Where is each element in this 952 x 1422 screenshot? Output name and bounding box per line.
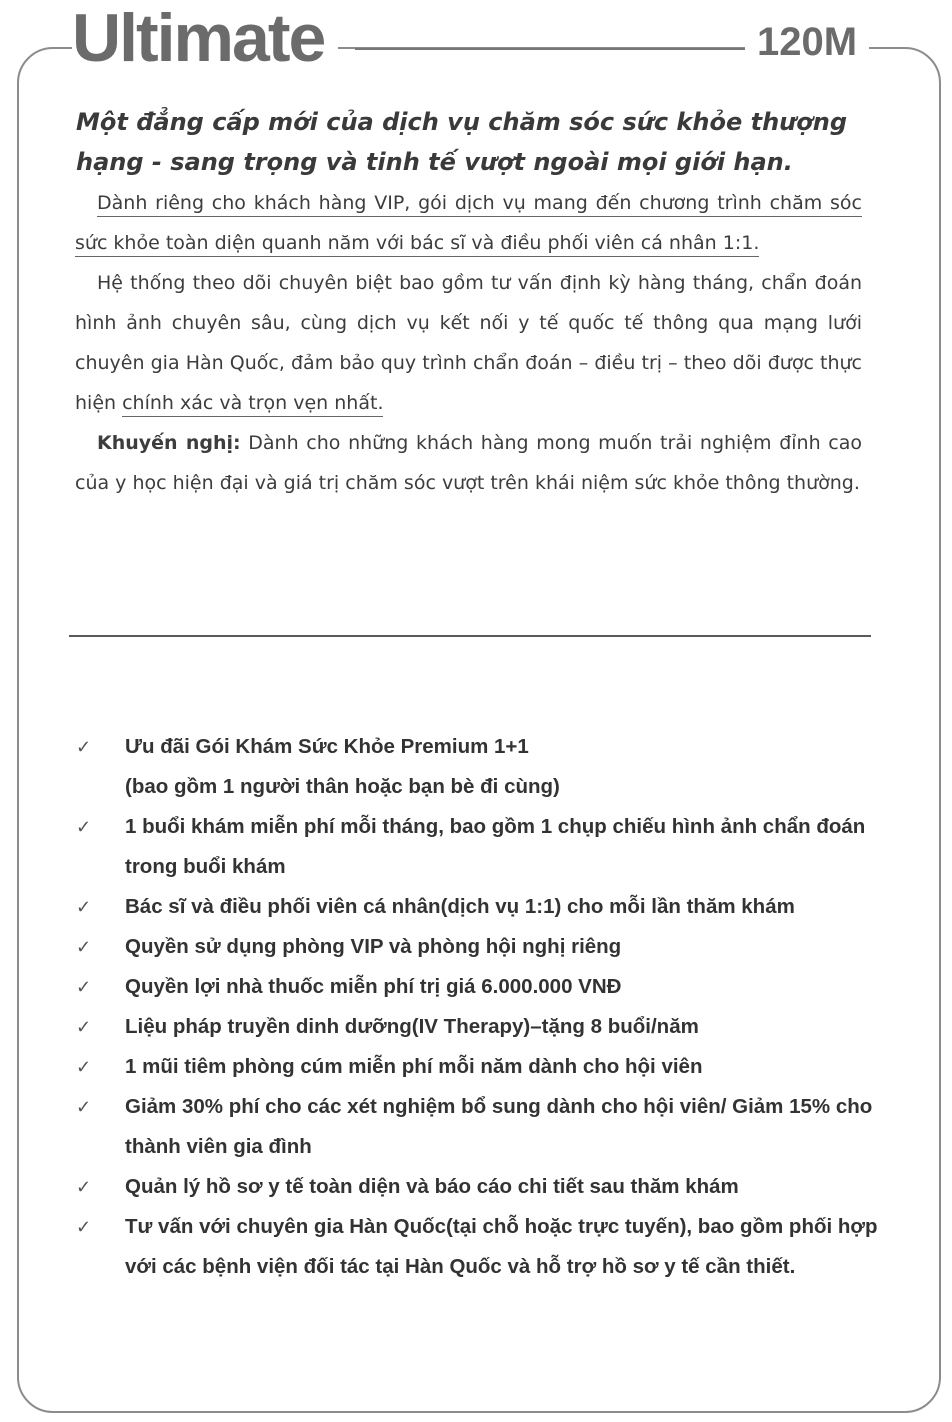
recommendation-label: Khuyến nghị: [97,432,241,454]
benefit-item [72,1167,902,1207]
header-divider [355,48,745,50]
checkmark-icon: ✓ [76,1097,92,1117]
benefit-item [72,1087,902,1167]
benefit-item [72,887,902,927]
checkmark-icon: ✓ [76,977,92,997]
benefit-text: Quyền sử dụng phòng VIP và phòng hội nghị riêng [125,935,622,958]
section-divider [69,635,871,637]
benefit-text: Quản lý hồ sơ y tế toàn diện và báo cáo chi tiết sau thăm khám [125,1175,739,1198]
benefit-text: Bác sĩ và điều phối viên cá nhân(dịch vụ 1:1) cho mỗi lần thăm khám [125,895,795,918]
benefit-item [72,927,902,967]
description-paragraph-1 [75,183,862,263]
benefit-text: Liệu pháp truyền dinh dưỡng(IV Therapy)–tặng 8 buổi/năm [125,1015,699,1038]
package-tagline: Một đẳng cấp mới của dịch vụ chăm sóc sức khỏe thượng hạng - sang trọng và tinh tế vượt ngoài mọi giới hạn. [76,108,847,176]
description-text-2: Hệ thống theo dõi chuyên biệt bao gồm tư vấn định kỳ hàng tháng, chẩn đoán hình ảnh chuyên sâu, cùng dịch vụ kết nối y tế quốc tế thông qua mạng lưới chuyên gia Hàn Quốc, đảm bảo quy trình chẩn đoán – điều trị – theo dõi được thực hiện [75,272,862,414]
package-title: Ultimate [72,0,338,76]
description-paragraph-2 [75,263,862,423]
description-text-2-emphasis: chính xác và trọn vẹn nhất. [122,392,383,417]
checkmark-icon: ✓ [76,1017,92,1037]
checkmark-icon: ✓ [76,897,92,917]
benefit-subtext: (bao gồm 1 người thân hoặc bạn bè đi cùng) [125,775,560,798]
benefit-item [72,1047,902,1087]
benefit-text: 1 buổi khám miễn phí mỗi tháng, bao gồm 1 chụp chiếu hình ảnh chẩn đoán trong buổi khám [125,815,866,878]
description-text-1: Dành riêng cho khách hàng VIP, gói dịch vụ mang đến chương trình chăm sóc sức khỏe toàn diện quanh năm với bác sĩ và điều phối viên cá nhân 1:1. [75,192,862,257]
package-price: 120M [745,18,869,66]
benefit-item [72,1007,902,1047]
benefit-text: 1 mũi tiêm phòng cúm miễn phí mỗi năm dành cho hội viên [125,1055,703,1078]
checkmark-icon: ✓ [76,1177,92,1197]
benefit-item [72,1207,902,1287]
benefit-text: Tư vấn với chuyên gia Hàn Quốc(tại chỗ hoặc trực tuyến), bao gồm phối hợp với các bệnh viện đối tác tại Hàn Quốc và hỗ trợ hồ sơ y tế cần thiết. [125,1215,878,1278]
benefit-text: Quyền lợi nhà thuốc miễn phí trị giá 6.000.000 VNĐ [125,975,622,998]
recommendation-paragraph [75,423,862,503]
checkmark-icon: ✓ [76,737,92,757]
checkmark-icon: ✓ [76,817,92,837]
checkmark-icon: ✓ [76,1217,92,1237]
checkmark-icon: ✓ [76,937,92,957]
checkmark-icon: ✓ [76,1057,92,1077]
benefit-item [72,727,902,807]
benefit-item [72,807,902,887]
benefit-text: Ưu đãi Gói Khám Sức Khỏe Premium 1+1 [125,735,529,758]
recommendation-text: Dành cho những khách hàng mong muốn trải nghiệm đỉnh cao của y học hiện đại và giá trị chăm sóc vượt trên khái niệm sức khỏe thông thường. [75,432,863,494]
benefits-list [72,727,902,1287]
benefit-item [72,967,902,1007]
benefit-text: Giảm 30% phí cho các xét nghiệm bổ sung dành cho hội viên/ Giảm 15% cho thành viên gia đình [125,1095,873,1158]
